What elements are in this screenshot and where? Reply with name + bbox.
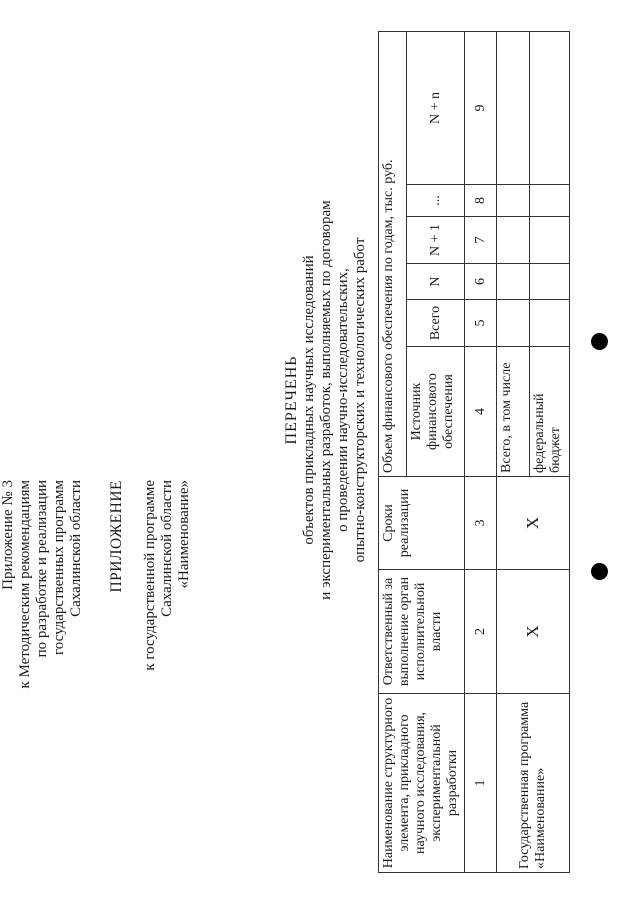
approval-block xyxy=(0,480,85,820)
header-terms: Сроки реализации xyxy=(379,477,465,570)
header-year-n1: N + 1 xyxy=(407,217,465,264)
appendix-title: ПРИЛОЖЕНИЕ xyxy=(108,480,125,593)
heading-line: опытно-конструкторских и технологических работ xyxy=(352,237,368,563)
approval-line: по разработке и реализации xyxy=(34,480,50,658)
column-number: 2 xyxy=(465,570,496,694)
row-terms: Х xyxy=(496,477,569,570)
empty-cell xyxy=(529,185,569,217)
appendix-line: «Наименование» xyxy=(176,480,192,589)
row-source-total: Всего, в том числе xyxy=(496,347,529,477)
header-year-dots: ... xyxy=(407,185,465,217)
heading-line: объектов прикладных научных исследований xyxy=(301,255,317,545)
column-number: 1 xyxy=(465,694,496,873)
header-year-n: N xyxy=(407,264,465,300)
column-number: 8 xyxy=(465,185,496,217)
approval-line: государственных программ xyxy=(51,480,67,656)
row-responsible: Х xyxy=(496,570,569,694)
approval-line: Приложение № 3 xyxy=(0,480,16,590)
empty-cell xyxy=(529,264,569,300)
column-number: 6 xyxy=(465,264,496,300)
column-number: 7 xyxy=(465,217,496,264)
empty-cell xyxy=(529,31,569,184)
column-number: 9 xyxy=(465,31,496,184)
column-number: 3 xyxy=(465,477,496,570)
header-total: Всего xyxy=(407,300,465,347)
document-title: ПЕРЕЧЕНЬ xyxy=(283,355,300,445)
column-number: 5 xyxy=(465,300,496,347)
row-program-name: Государственная программа «Наименование» xyxy=(496,694,569,873)
empty-cell xyxy=(496,264,529,300)
header-name: Наименование структурного элемента, прикладного научного исследования, экспериментальной разработки xyxy=(379,694,465,873)
empty-cell xyxy=(496,31,529,184)
appendix-line: Сахалинской области xyxy=(159,480,175,617)
heading-line: и экспериментальных разработок, выполняемых по договорам xyxy=(318,200,334,600)
empty-cell xyxy=(529,300,569,347)
empty-cell xyxy=(496,300,529,347)
header-responsible: Ответственный за выполнение орган исполнительной власти xyxy=(379,570,465,694)
funding-table xyxy=(378,31,570,873)
row-source-federal: федеральный бюджет xyxy=(529,347,569,477)
appendix-block xyxy=(108,480,193,820)
approval-line: к Методическим рекомендациям xyxy=(17,480,33,689)
appendix-line: к государственной программе xyxy=(142,480,158,671)
empty-cell xyxy=(529,217,569,264)
document-heading xyxy=(283,50,369,750)
column-number: 4 xyxy=(465,347,496,477)
empty-cell xyxy=(496,185,529,217)
empty-cell xyxy=(496,217,529,264)
header-source: Источник финансового обеспечения xyxy=(407,347,465,477)
punch-hole-mark xyxy=(591,333,608,350)
punch-hole-mark xyxy=(591,563,608,580)
approval-line: Сахалинской области xyxy=(68,480,84,617)
header-year-nn: N + n xyxy=(407,31,465,184)
heading-line: о проведении научно-исследовательских, xyxy=(335,268,351,532)
header-funding-group: Объем финансового обеспечения по годам, тыс. руб. xyxy=(379,31,407,476)
